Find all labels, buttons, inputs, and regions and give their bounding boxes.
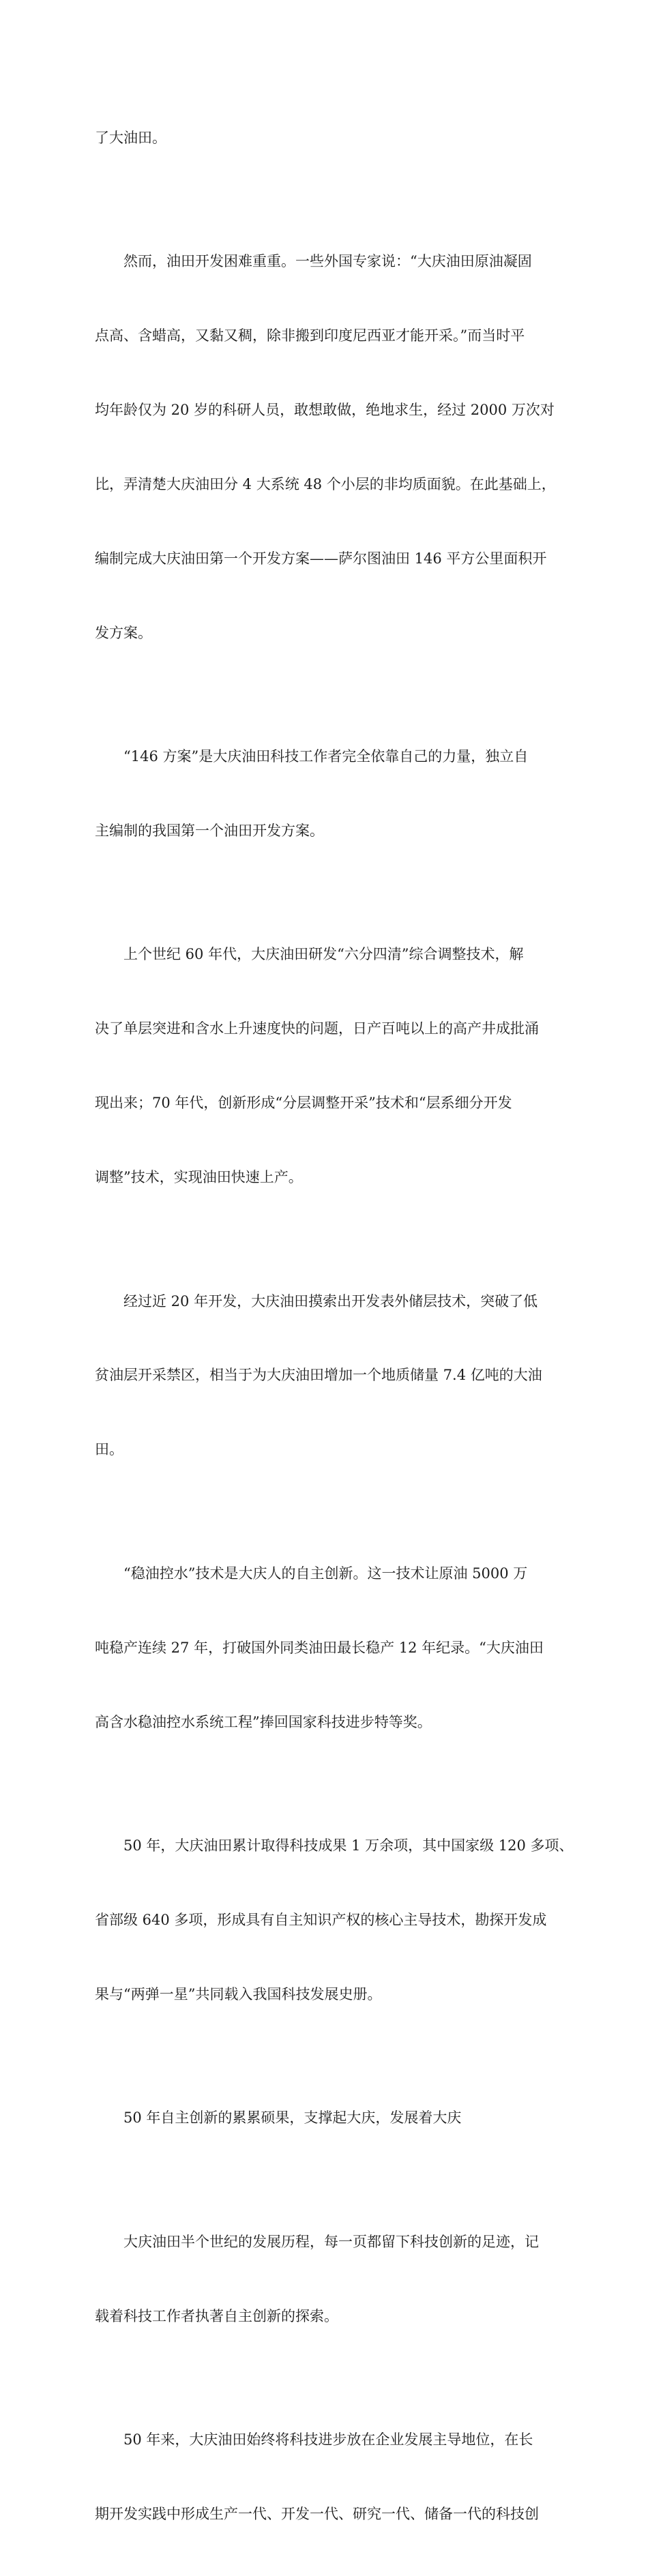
text-line: 50 年来，大庆油田始终将科技进步放在企业发展主导地位，在长	[95, 2431, 533, 2448]
text-line: 50 年自主创新的累累硕果，支撑起大庆，发展着大庆	[95, 2109, 462, 2127]
text-line: 均年龄仅为 20 岁的科研人员，敢想敢做，绝地求生，经过 2000 万次对	[95, 401, 555, 418]
text-line: 比，弄清楚大庆油田分 4 大系统 48 个小层的非均质面貌。在此基础上，	[95, 475, 556, 492]
paragraph	[95, 199, 565, 694]
text-line: 然而，油田开发困难重重。一些外国专家说：“大庆油田原油凝固	[95, 253, 532, 270]
text-line: 期开发实践中形成生产一代、开发一代、研究一代、储备一代的科技创	[95, 2506, 539, 2523]
paragraph	[95, 76, 565, 199]
text-line: 大庆油田半个世纪的发展历程，每一页都留下科技创新的足迹，记	[95, 2233, 539, 2250]
text-line: 经过近 20 年开发，大庆油田摸索出开发表外储层技术，突破了低	[95, 1292, 538, 1309]
text-line: 50 年，大庆油田累计取得科技成果 1 万余项，其中国家级 120 多项、	[95, 1837, 574, 1854]
text-line: 现出来；70 年代，创新形成“分层调整开采”技术和“层系细分开发	[95, 1095, 512, 1112]
text-line: 果与“两弹一星”共同载入我国科技发展史册。	[95, 1985, 382, 2002]
paragraph	[95, 893, 565, 1239]
section-heading	[95, 2056, 565, 2180]
paragraph	[95, 1783, 574, 2056]
text-line: 点高、含蜡高，又黏又稠，除非搬到印度尼西亚才能开采。”而当时平	[95, 327, 525, 344]
text-line: 了大油田。	[95, 129, 166, 146]
paragraph	[95, 1239, 565, 1511]
paragraph	[95, 2378, 565, 2576]
text-line: 高含水稳油控水系统工程”捧回国家科技进步特等奖。	[95, 1713, 432, 1730]
text-line: 决了单层突进和含水上升速度快的问题，日产百吨以上的高产井成批涌	[95, 1020, 539, 1037]
text-line: 贫油层开采禁区，相当于为大庆油田增加一个地质储量 7.4 亿吨的大油	[95, 1367, 542, 1384]
text-line: 发方案。	[95, 624, 152, 641]
text-line: 载着科技工作者执著自主创新的探索。	[95, 2307, 338, 2324]
paragraph	[95, 694, 565, 892]
text-line: “146 方案”是大庆油田科技工作者完全依靠自己的力量，独立自	[95, 748, 529, 765]
paragraph	[95, 2180, 565, 2378]
paragraph	[95, 1511, 565, 1783]
text-line: 吨稳产连续 27 年，打破国外同类油田最长稳产 12 年纪录。“大庆油田	[95, 1639, 544, 1656]
text-line: 田。	[95, 1441, 123, 1458]
text-line: 上个世纪 60 年代，大庆油田研发“六分四清”综合调整技术，解	[95, 946, 524, 963]
text-line: 编制完成大庆油田第一个开发方案——萨尔图油田 146 平方公里面积开	[95, 550, 547, 567]
text-line: “稳油控水”技术是大庆人的自主创新。这一技术让原油 5000 万	[95, 1565, 528, 1582]
document-body	[95, 76, 574, 2576]
text-line: 省部级 640 多项，形成具有自主知识产权的核心主导技术，勘探开发成	[95, 1911, 547, 1928]
text-line: 调整”技术，实现油田快速上产。	[95, 1169, 303, 1186]
text-line: 主编制的我国第一个油田开发方案。	[95, 822, 324, 839]
